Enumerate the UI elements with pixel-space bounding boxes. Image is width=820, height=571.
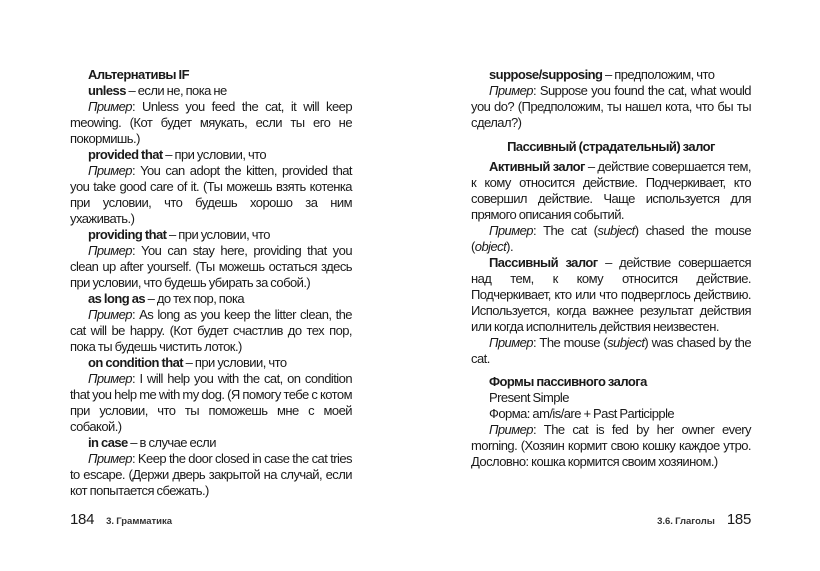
entry-example: [70, 451, 352, 499]
heading-text: Альтернативы IF: [88, 67, 189, 82]
entry-meaning: – предположим, что: [602, 67, 715, 82]
example-label: Пример: [489, 335, 533, 350]
example-text: ).: [506, 239, 514, 254]
entry-term: unless: [88, 83, 126, 98]
term: Пассивный залог: [489, 255, 598, 270]
example-label: Пример: [88, 99, 132, 114]
right-page-body: [471, 67, 751, 470]
entry-term-line: [471, 67, 751, 83]
example-text: : Keep the door closed in case the cat tries to escape. (Держи дверь закрытой на случай, если кот попытается сбежать.): [70, 451, 352, 498]
term: Активный залог: [489, 159, 585, 174]
entry-term-line: [70, 435, 352, 451]
entry-example: [70, 307, 352, 355]
entry-example: [70, 99, 352, 147]
entry-term: in case: [88, 435, 128, 450]
entry-term: as long as: [88, 291, 146, 306]
tense-form: Форма: am/is/are + Past Participple: [489, 406, 675, 421]
example-text: ) chased the mouse (: [471, 223, 751, 254]
left-page: [70, 67, 352, 531]
right-page: [471, 67, 751, 531]
tense-name: Present Simple: [489, 390, 569, 405]
entry-term: suppose/supposing: [489, 67, 603, 82]
example-label: Пример: [88, 163, 132, 178]
heading-text: Формы пассивного залога: [489, 374, 647, 389]
entry-meaning: – при условии, что: [162, 147, 267, 162]
example-label: Пример: [489, 422, 533, 437]
tense-example: [471, 422, 751, 470]
example-text: : The mouse (: [532, 335, 608, 350]
left-page-body: [70, 67, 352, 499]
entry-term: providing that: [88, 227, 167, 242]
section-heading: Пассивный (страдательный) залог: [507, 139, 715, 154]
entry-meaning: – если не, пока не: [125, 83, 227, 98]
running-header: 3. Грамматика: [106, 516, 173, 527]
entry-example: [70, 371, 352, 435]
entry-meaning: – при условии, что: [166, 227, 270, 242]
entry-term-line: [70, 291, 352, 307]
entry-term: on condition that: [88, 355, 184, 370]
example-label: Пример: [88, 451, 132, 466]
right-footer: [471, 499, 751, 531]
entry-term-line: [70, 355, 352, 371]
example-text: : I will help you with the cat, on condition that you help me with my dog. (Я помогу тебе с котом при условии, что ты поможешь мне с моей собакой.): [70, 371, 352, 434]
example-text: : Suppose you found the cat, what would you do? (Предположим, ты нашел кота, что бы ты сделал?): [471, 83, 751, 130]
example-text: subject: [597, 223, 635, 238]
example-text: object: [474, 239, 507, 254]
example-label: Пример: [88, 243, 132, 258]
example-text: : As long as you keep the litter clean, the cat will be happy. (Кот будет счастлив до тех пор, пока ты будешь чистить лоток.): [70, 307, 352, 354]
example-text: : You can stay here, providing that you clean up after yourself. (Ты можешь остаться здесь при условии, что будешь убирать за собой.): [70, 243, 352, 290]
page-number: 184: [70, 511, 95, 528]
example-label: Пример: [88, 307, 132, 322]
left-footer: [70, 499, 352, 531]
definition: – действие совершается над тем, к кому относится действие. Подчеркивает, кто или что подверглось действию. Используется, когда важнее результат действия или когда исполнитель действия неизвестен.: [471, 255, 751, 334]
subsection-heading: [471, 374, 751, 390]
entry-example: [70, 243, 352, 291]
entry-term-line: [70, 83, 352, 99]
entry-list: [70, 83, 352, 499]
example-text: : You can adopt the kitten, provided that you take good care of it. (Ты можешь взять котенка при условии, что будешь хорошо за ним ухаживать.): [70, 163, 352, 226]
entry-meaning: – до тех пор, пока: [145, 291, 245, 306]
example-label: Пример: [88, 371, 132, 386]
active-voice-definition: [471, 159, 751, 223]
example-text: subject: [607, 335, 645, 350]
example-label: Пример: [489, 223, 533, 238]
example-text: ) was chased by the cat.: [471, 335, 752, 366]
definition: – действие совершается тем, к кому относится действие. Подчеркивает, кто совершил действие. Чаще используется для прямого описания событий.: [471, 159, 751, 222]
example-text: : The cat (: [532, 223, 598, 238]
passive-voice-example: [471, 335, 751, 367]
passive-voice-definition: [471, 255, 751, 335]
entry-term-line: [70, 147, 352, 163]
running-header: 3.6. Глаголы: [657, 516, 715, 527]
example-label: Пример: [489, 83, 533, 98]
entry-term-line: [70, 227, 352, 243]
page-number: 185: [726, 511, 751, 528]
entry-term: provided that: [88, 147, 163, 162]
section-heading: [70, 67, 352, 83]
example-text: : Unless you feed the cat, it will keep meowing. (Кот будет мяукать, если ты его не покормишь.): [70, 99, 352, 146]
entry-example: [471, 83, 751, 131]
entry-example: [70, 163, 352, 227]
entry-meaning: – в случае если: [127, 435, 216, 450]
active-voice-example: [471, 223, 751, 255]
entry-meaning: – при условии, что: [183, 355, 287, 370]
example-text: : The cat is fed by her owner every morning. (Хозяин кормит свою кошку каждое утро. Дословно: кошка кормится своим хозяином.): [471, 422, 751, 469]
